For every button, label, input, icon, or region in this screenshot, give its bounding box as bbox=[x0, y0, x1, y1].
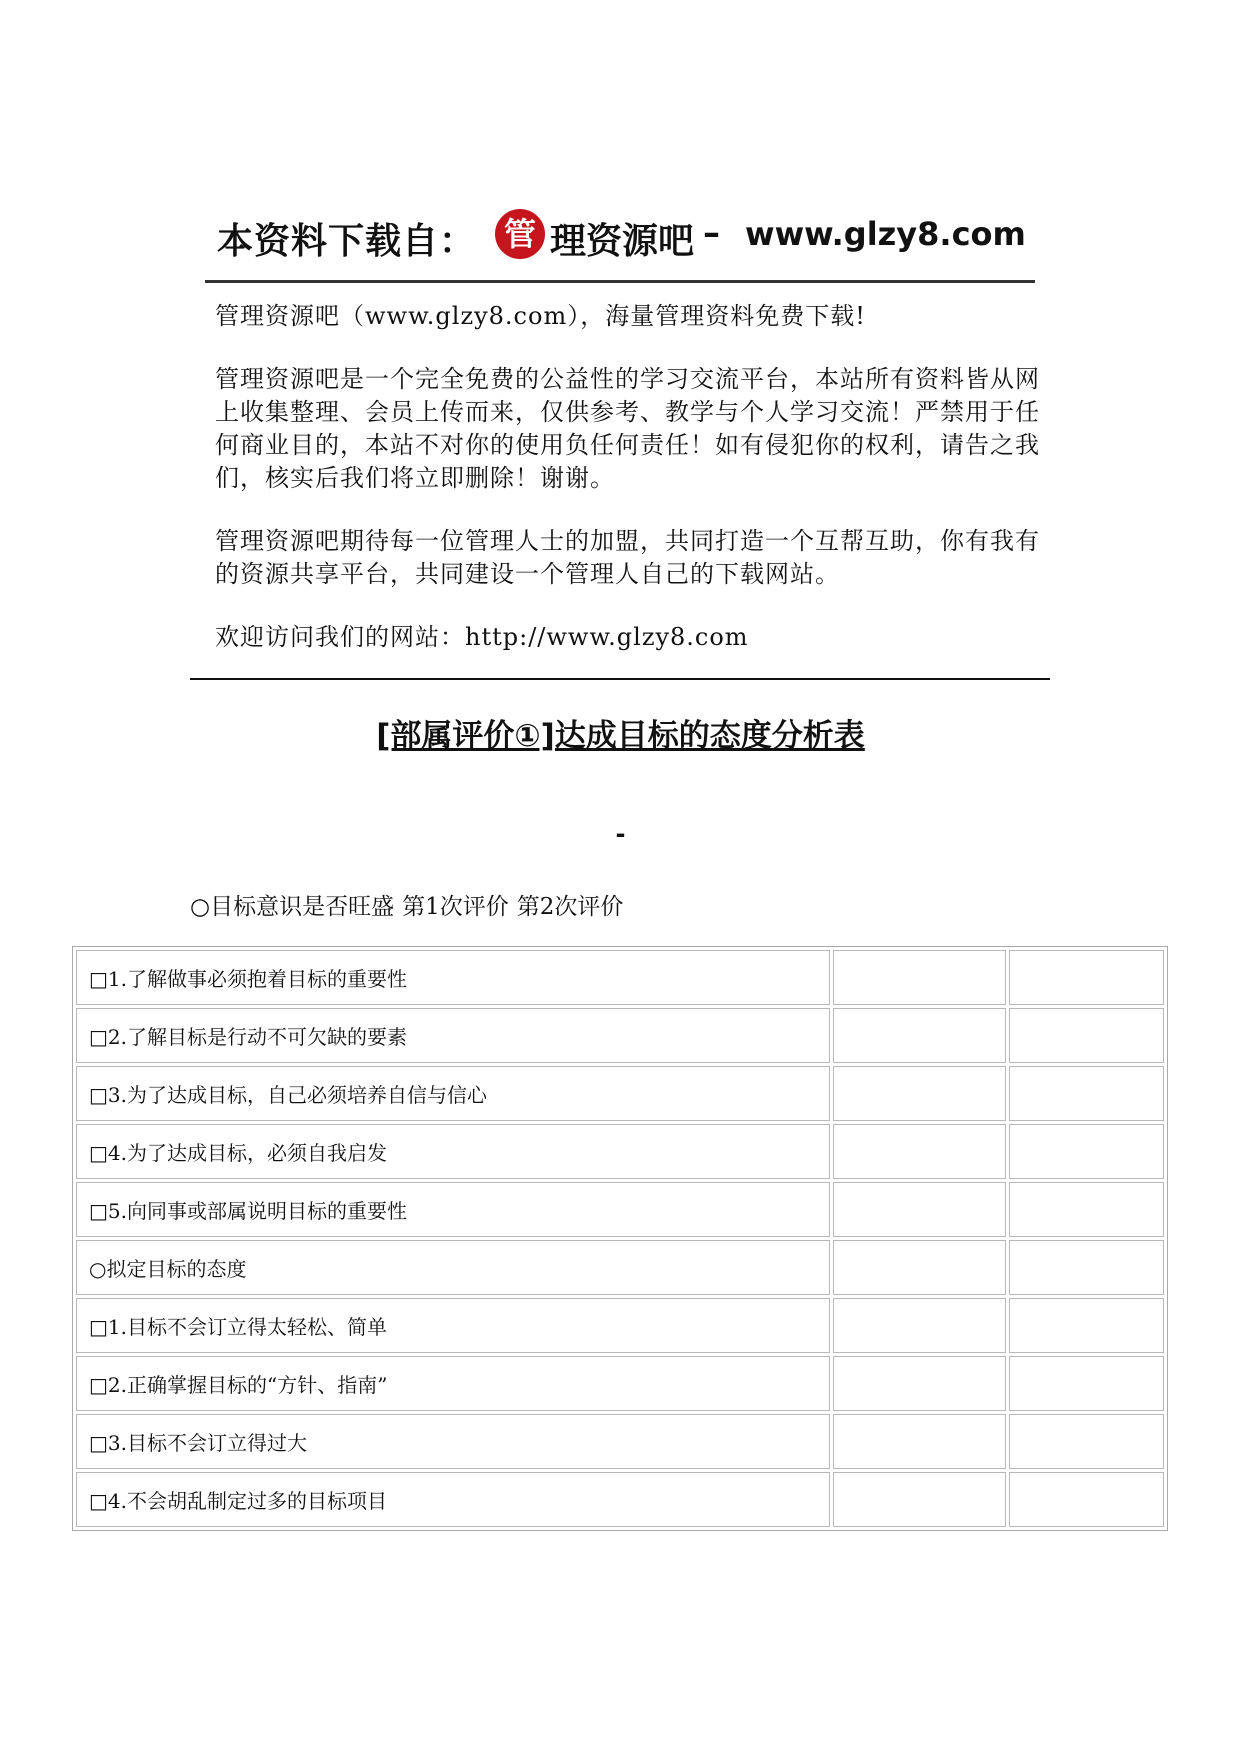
evaluation-1-cell bbox=[833, 1182, 1005, 1237]
evaluation-1-cell bbox=[833, 1008, 1005, 1063]
evaluation-2-cell bbox=[1009, 1356, 1164, 1411]
intro-paragraph-2: 管理资源吧是一个完全免费的公益性的学习交流平台，本站所有资料皆从网上收集整理、会员上传而来，仅供参考、教学与个人学习交流！严禁用于任何商业目的，本站不对你的使用负任何责任！如有侵犯你的权利，请告之我们，核实后我们将立即删除！谢谢。 bbox=[215, 365, 1040, 492]
intro-divider bbox=[190, 678, 1050, 680]
evaluation-1-cell bbox=[833, 950, 1005, 1005]
table-row bbox=[76, 1414, 1164, 1469]
table-row bbox=[76, 1240, 1164, 1295]
criterion-cell: □3.目标不会订立得过大 bbox=[76, 1414, 830, 1469]
dash-mark: - bbox=[615, 820, 626, 848]
table-row bbox=[76, 1124, 1164, 1179]
table-row bbox=[76, 1356, 1164, 1411]
evaluation-1-cell bbox=[833, 1414, 1005, 1469]
intro-line-1: 管理资源吧（www.glzy8.com），海量管理资料免费下载! bbox=[215, 302, 866, 330]
table-row bbox=[76, 1066, 1164, 1121]
evaluation-table bbox=[72, 946, 1168, 1531]
evaluation-2-cell bbox=[1009, 1240, 1164, 1295]
criterion-cell: □2.了解目标是行动不可欠缺的要素 bbox=[76, 1008, 830, 1063]
criterion-cell: □1.了解做事必须抱着目标的重要性 bbox=[76, 950, 830, 1005]
evaluation-1-cell bbox=[833, 1124, 1005, 1179]
evaluation-2-cell bbox=[1009, 1066, 1164, 1121]
banner-dash: – bbox=[703, 213, 720, 253]
evaluation-2-label: 第2次评价 bbox=[516, 894, 624, 920]
table-row bbox=[76, 1008, 1164, 1063]
criterion-cell: □4.为了达成目标，必须自我启发 bbox=[76, 1124, 830, 1179]
evaluation-2-cell bbox=[1009, 1414, 1164, 1469]
evaluation-2-cell bbox=[1009, 1472, 1164, 1527]
table-row bbox=[76, 1298, 1164, 1353]
criterion-cell: □3.为了达成目标，自己必须培养自信与信心 bbox=[76, 1066, 830, 1121]
section-label: ○目标意识是否旺盛 bbox=[190, 894, 395, 920]
evaluation-1-cell bbox=[833, 1298, 1005, 1353]
evaluation-1-cell bbox=[833, 1356, 1005, 1411]
site-logo: 管 bbox=[495, 209, 545, 259]
banner-brand: 理资源吧 bbox=[550, 221, 695, 262]
intro-text bbox=[215, 300, 1045, 684]
evaluation-1-cell bbox=[833, 1066, 1005, 1121]
criterion-cell: □1.目标不会订立得太轻松、简单 bbox=[76, 1298, 830, 1353]
criterion-cell: □4.不会胡乱制定过多的目标项目 bbox=[76, 1472, 830, 1527]
table-row bbox=[76, 950, 1164, 1005]
evaluation-2-cell bbox=[1009, 1008, 1164, 1063]
download-banner bbox=[205, 205, 1045, 265]
criterion-cell: □5.向同事或部属说明目标的重要性 bbox=[76, 1182, 830, 1237]
subsection-cell: ○拟定目标的态度 bbox=[76, 1240, 830, 1295]
evaluation-2-cell bbox=[1009, 1298, 1164, 1353]
section-heading bbox=[190, 888, 631, 921]
intro-paragraph-3: 管理资源吧期待每一位管理人士的加盟，共同打造一个互帮互助，你有我有的资源共享平台，共同建设一个管理人自己的下载网站。 bbox=[215, 527, 1040, 588]
document-title: [部属评价①]达成目标的态度分析表 bbox=[376, 718, 865, 754]
evaluation-2-cell bbox=[1009, 950, 1164, 1005]
banner-url[interactable]: www.glzy8.com bbox=[745, 215, 1026, 253]
table-row bbox=[76, 1472, 1164, 1527]
intro-paragraph-4: 欢迎访问我们的网站：http://www.glzy8.com bbox=[215, 623, 749, 651]
evaluation-2-cell bbox=[1009, 1182, 1164, 1237]
criterion-cell: □2.正确掌握目标的“方针、指南” bbox=[76, 1356, 830, 1411]
table-row bbox=[76, 1182, 1164, 1237]
evaluation-2-cell bbox=[1009, 1124, 1164, 1179]
banner-divider bbox=[205, 280, 1035, 283]
evaluation-1-label: 第1次评价 bbox=[402, 894, 509, 920]
banner-prefix: 本资料下载自： bbox=[217, 221, 477, 262]
evaluation-1-cell bbox=[833, 1240, 1005, 1295]
evaluation-1-cell bbox=[833, 1472, 1005, 1527]
